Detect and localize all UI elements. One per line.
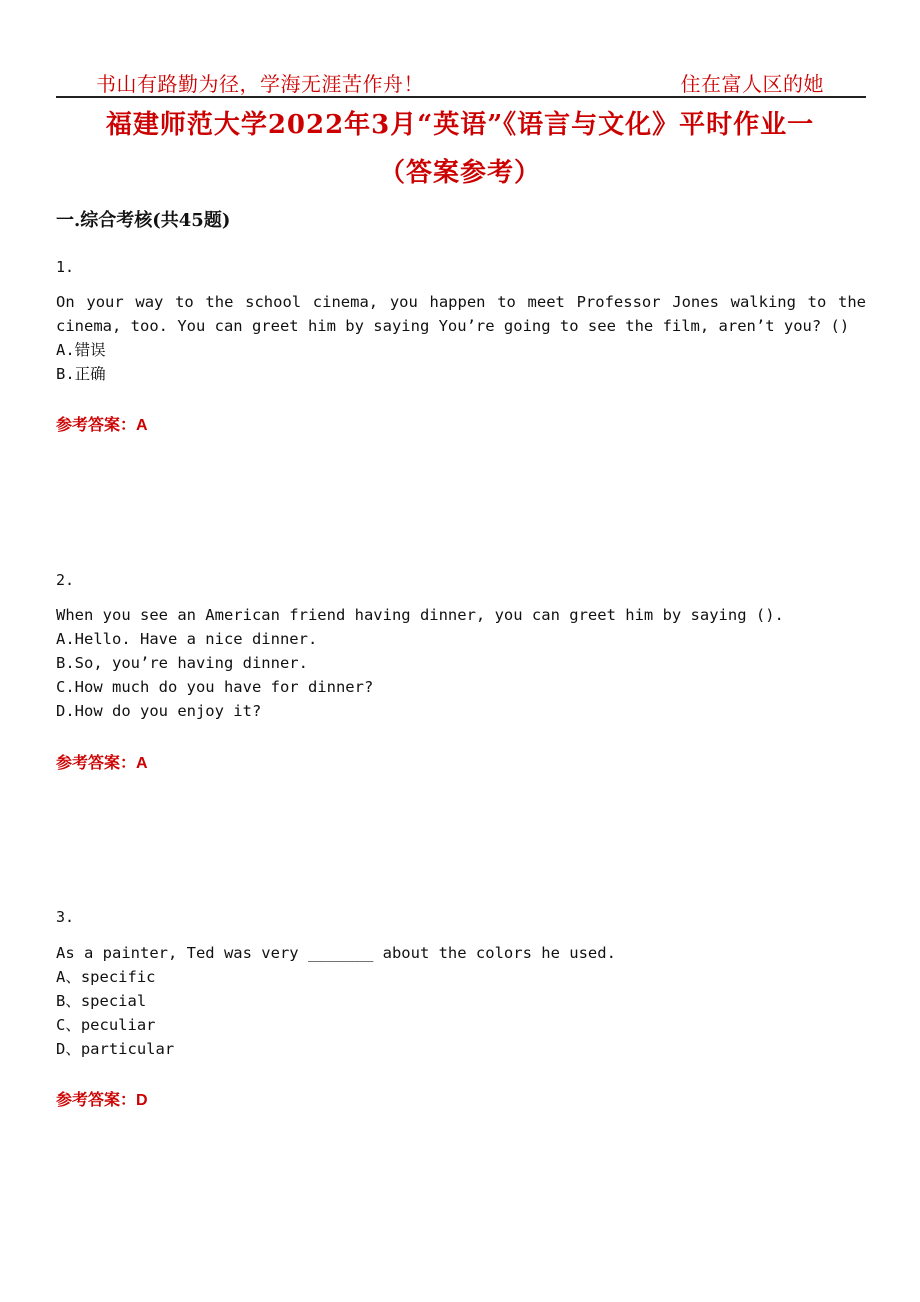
question-3-text: As a painter, Ted was very _______ about the colors he used.: [56, 944, 616, 962]
question-3-number: 3.: [56, 908, 75, 926]
option: D、particular: [56, 1040, 175, 1058]
question-1-answer: 参考答案：A: [56, 417, 148, 434]
document-subtitle: （答案参考）: [378, 158, 541, 188]
option: A、specific: [56, 968, 156, 986]
option: C、peculiar: [56, 1016, 156, 1034]
question-1-text: On your way to the school cinema, you happen to meet Professor Jones walking to the cinema, too. You can greet him by saying You’re going to see the film, aren’t you? (): [56, 293, 866, 335]
option: A.Hello. Have a nice dinner.: [56, 630, 318, 648]
header-motto-left: 书山有路勤为径，学海无涯苦作舟！: [96, 72, 424, 96]
option: A.错误: [56, 341, 106, 359]
option: B.正确: [56, 365, 106, 383]
question-3-options: [56, 965, 174, 1061]
option: B、special: [56, 992, 147, 1010]
header-motto-right: 住在富人区的她: [680, 72, 824, 96]
question-2-answer: 参考答案：A: [56, 755, 148, 772]
option: B.So, you’re having dinner.: [56, 654, 308, 672]
question-1-number: 1.: [56, 258, 75, 276]
option: C.How much do you have for dinner?: [56, 678, 374, 696]
option: D.How do you enjoy it?: [56, 702, 262, 720]
question-1-options: [56, 338, 106, 386]
question-2-options: [56, 627, 373, 723]
document-title: 福建师范大学2022年3月“英语”《语言与文化》平时作业一: [105, 110, 815, 140]
section-heading: 一.综合考核(共45题): [56, 210, 231, 231]
question-3-answer: 参考答案：D: [56, 1092, 148, 1109]
question-2-text: When you see an American friend having dinner, you can greet him by saying ().: [56, 606, 784, 624]
page-header: [56, 64, 866, 98]
question-2-number: 2.: [56, 571, 75, 589]
